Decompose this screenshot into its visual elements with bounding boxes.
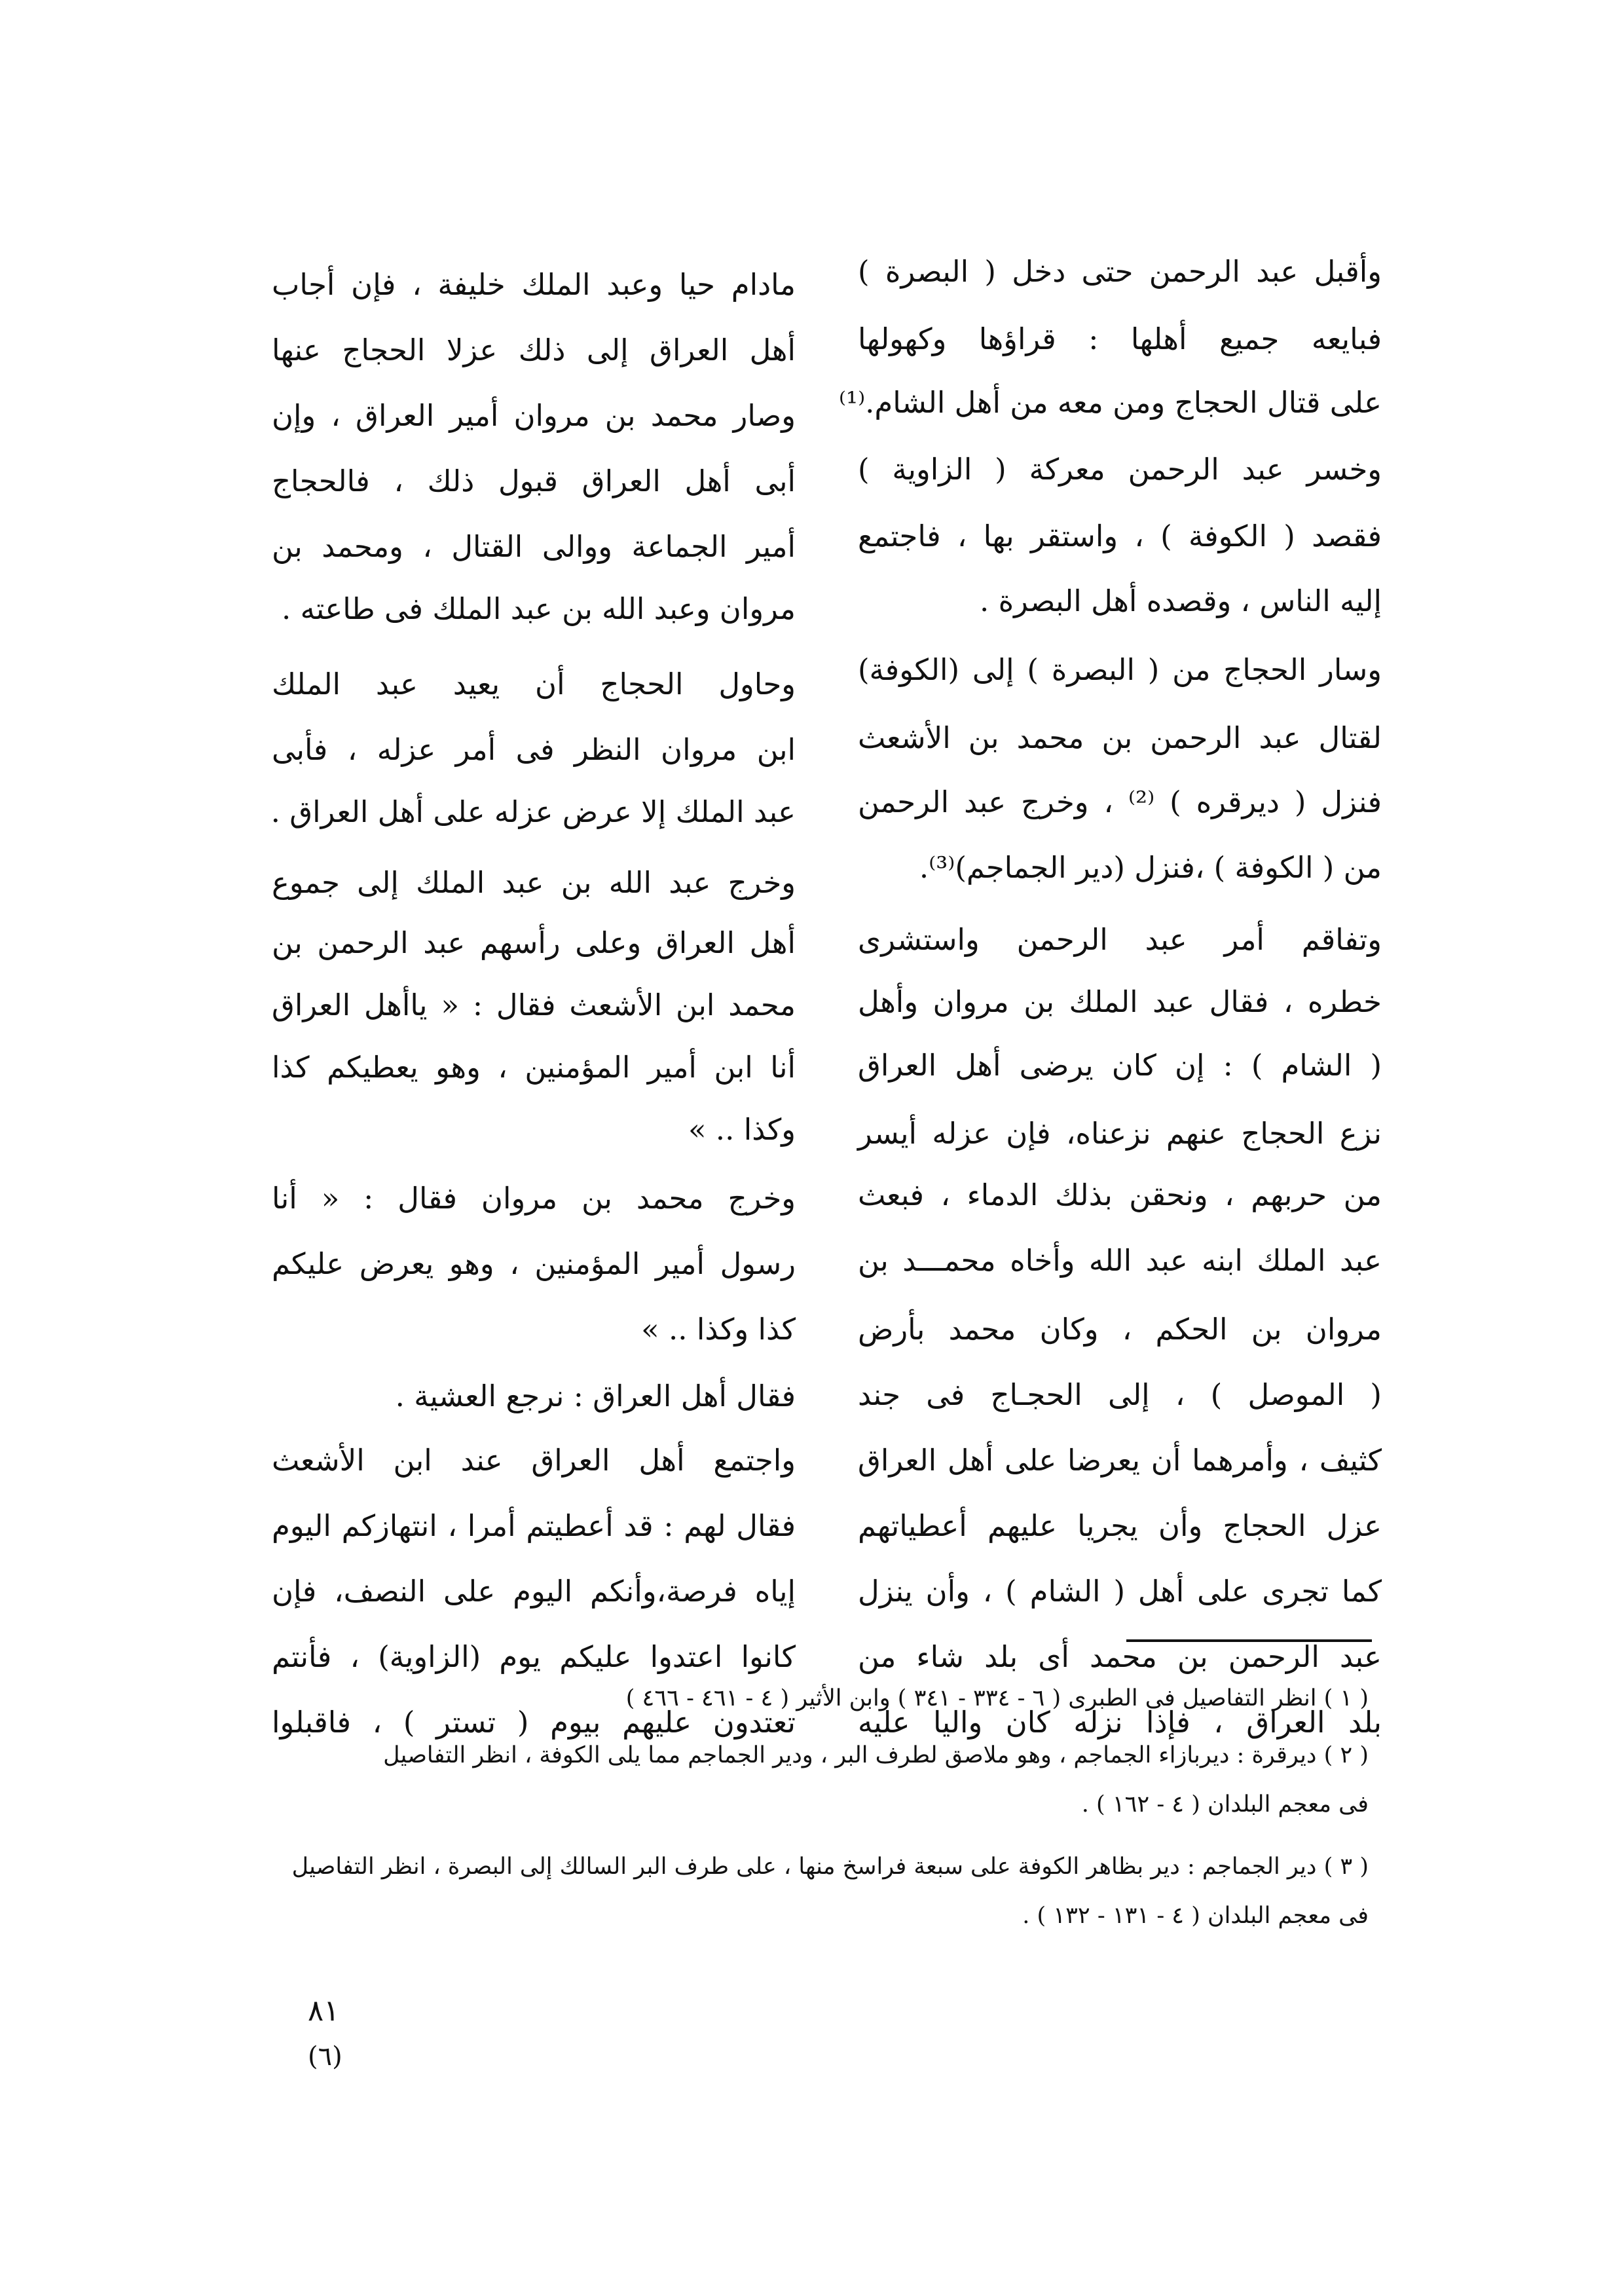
- text-line: كانوا اعتدوا عليكم يوم (الزاوية) ، فأنتم: [272, 1639, 796, 1674]
- text-line: محمد ابن الأشعث فقال : « ياأهل العراق: [272, 988, 796, 1022]
- text-line: نزع الحجاج عنهم نزعناه، فإن عزله أيسر: [858, 1116, 1382, 1151]
- text-line: وخسر عبد الرحمن معركة ( الزاوية ): [858, 452, 1382, 487]
- text-line: أهل العراق إلى ذلك عزلا الحجاج عنها: [272, 333, 796, 367]
- text-line: فنزل ( ديرقره ) ⁽²⁾ ، وخرج عبد الرحمن: [858, 785, 1382, 819]
- text-line: أبى أهل العراق قبول ذلك ، فالحجاج: [272, 464, 796, 498]
- text-line: فقصد ( الكوفة ) ، واستقر بها ، فاجتمع: [858, 519, 1382, 553]
- text-line: مروان بن الحكم ، وكان محمد بأرض: [858, 1312, 1382, 1347]
- footnote-2: ( ٢ ) ديرقرة : ديربازاء الجماجم ، وهو ملاصق لطرف البر ، ودير الجماجم مما يلى الكوفة ، انظر التفاصيل: [383, 1742, 1369, 1768]
- footnote-1: ( ١ ) انظر التفاصيل فى الطبرى ( ٦ - ٣٣٤ - ٣٤١ ) وابن الأثير ( ٤ - ٤٦١ - ٤٦٦ ): [625, 1685, 1369, 1711]
- signature-mark: (٦): [308, 2042, 342, 2072]
- text-line: وصار محمد بن مروان أمير العراق ، وإن: [272, 398, 796, 433]
- footnote-3-continuation: فى معجم البلدان ( ٤ - ١٣١ - ١٣٢ ) .: [1022, 1903, 1369, 1929]
- text-line: وأقبل عبد الرحمن حتى دخل ( البصرة ): [858, 254, 1382, 289]
- text-line: ابن مروان النظر فى أمر عزله ، فأبى: [272, 732, 796, 767]
- text-line: خطره ، فقال عبد الملك بن مروان وأهل: [858, 984, 1382, 1019]
- footnote-2-continuation: فى معجم البلدان ( ٤ - ١٦٢ ) .: [1081, 1791, 1369, 1818]
- text-line: أنا ابن أمير المؤمنين ، وهو يعطيكم كذا: [272, 1050, 796, 1085]
- text-line: عزل الحجاج وأن يجريا عليهم أعطياتهم: [858, 1508, 1382, 1543]
- text-line: وخرج عبد الله بن عبد الملك إلى جموع: [272, 865, 796, 900]
- text-line: عبد الرحمن بن محمد أى بلد شاء من: [858, 1639, 1382, 1674]
- text-line: وخرج محمد بن مروان فقال : « أنا: [272, 1181, 796, 1216]
- page-number: ٨١: [308, 1993, 340, 2028]
- text-line: كذا وكذا .. »: [641, 1312, 796, 1347]
- text-line: فقال لهم : قد أعطيتم أمرا ، انتهازكم اليوم: [272, 1508, 796, 1543]
- text-line: مروان وعبد الله بن عبد الملك فى طاعته .: [282, 591, 796, 626]
- text-line: لقتال عبد الرحمن بن محمد بن الأشعث: [858, 720, 1382, 755]
- text-line: وتفاقم أمر عبد الرحمن واستشرى: [858, 922, 1382, 957]
- footnote-separator: [1126, 1639, 1372, 1642]
- text-line: ( الموصل ) ، إلى الحجـاج فى جند: [858, 1377, 1382, 1412]
- text-line: ( الشام ) : إن كان يرضى أهل العراق: [858, 1048, 1382, 1083]
- text-line: عبد الملك ابنه عبد الله وأخاه محمـــد بن: [858, 1243, 1382, 1278]
- text-line: واجتمع أهل العراق عند ابن الأشعث: [272, 1443, 796, 1478]
- text-line: تعتدون عليهم بيوم ( تستر ) ، فاقبلوا: [272, 1705, 796, 1740]
- text-line: فقال أهل العراق : نرجع العشية .: [395, 1379, 796, 1413]
- text-line: إليه الناس ، وقصده أهل البصرة .: [979, 584, 1382, 618]
- text-line: وسار الحجاج من ( البصرة ) إلى (الكوفة): [858, 652, 1382, 687]
- text-line: أمير الجماعة ووالى القتال ، ومحمد بن: [272, 529, 796, 564]
- text-line: وحاول الحجاج أن يعيد عبد الملك: [272, 667, 796, 701]
- footnote-3: ( ٣ ) دير الجماجم : دير بظاهر الكوفة على سبعة فراسخ منها ، على طرف البر السالك إلى البصرة ، انظر التفاصيل: [291, 1854, 1369, 1880]
- text-line: كما تجرى على أهل ( الشام ) ، وأن ينزل: [858, 1574, 1382, 1609]
- text-line: مادام حيا وعبد الملك خليفة ، فإن أجاب: [272, 267, 796, 302]
- text-line: عبد الملك إلا عرض عزله على أهل العراق .: [270, 794, 796, 829]
- text-line: إياه فرصة،وأنكم اليوم على النصف، فإن: [272, 1574, 796, 1609]
- text-line: أهل العراق وعلى رأسهم عبد الرحمن بن: [272, 925, 796, 960]
- text-line: رسول أمير المؤمنين ، وهو يعرض عليكم: [272, 1246, 796, 1281]
- text-line: من ( الكوفة ) ،فنزل (دير الجماجم)⁽³⁾.: [919, 850, 1382, 885]
- text-line: فبايعه جميع أهلها : قراؤها وكهولها: [858, 322, 1382, 356]
- text-line: على قتال الحجاج ومن معه من أهل الشام.⁽¹⁾: [838, 385, 1382, 420]
- text-line: بلد العراق ، فإذا نزله كان واليا عليه: [858, 1705, 1382, 1740]
- text-line: وكذا .. »: [688, 1112, 796, 1147]
- text-line: من حربهم ، ونحقن بذلك الدماء ، فبعث: [858, 1178, 1382, 1212]
- text-line: كثيف ، وأمرهما أن يعرضا على أهل العراق: [858, 1443, 1382, 1478]
